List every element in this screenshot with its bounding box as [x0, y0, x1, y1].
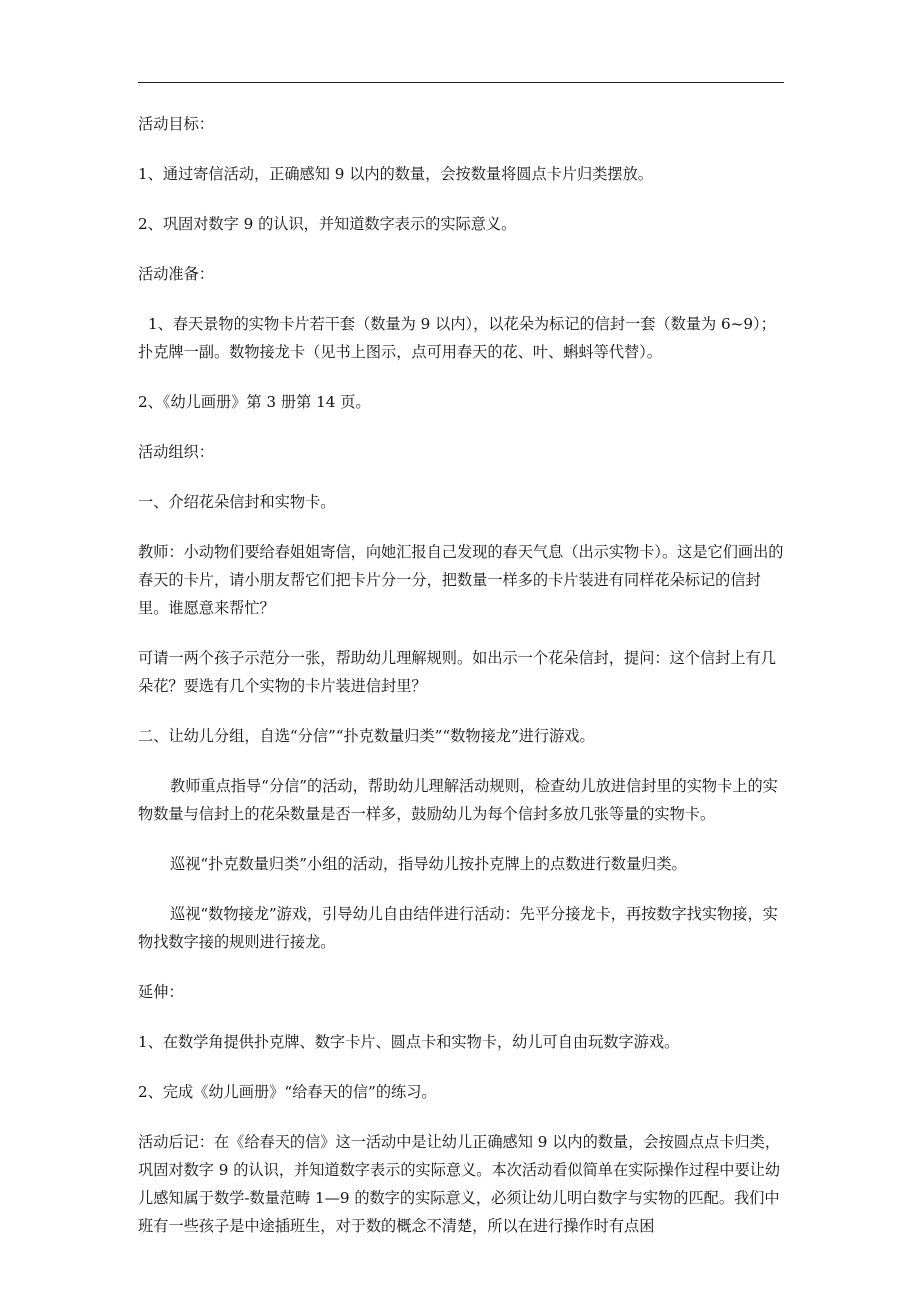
prep-heading: 活动准备： — [138, 265, 214, 283]
demo-paragraph: 可请一两个孩子示范分一张，帮助幼儿理解规则。如出示一个花朵信封，提问：这个信封上有几朵花？要选有几个实物的卡片装进信封里？ — [138, 649, 776, 695]
prep-item-1: 1、春天景物的实物卡片若干套（数量为 9 以内），以花朵为标记的信封一套（数量为 6~9）；扑克牌一副。数物接龙卡（见书上图示，点可用春天的花、叶、蝌蚪等代替）。 — [138, 315, 776, 361]
extension-item-2: 2、完成《幼儿画册》“给春天的信”的练习。 — [138, 1083, 437, 1101]
goals-heading: 活动目标： — [138, 115, 214, 133]
extension-item-1: 1、在数学角提供扑克牌、数字卡片、圆点卡和实物卡，幼儿可自由玩数字游戏。 — [138, 1033, 680, 1051]
reflection-paragraph: 活动后记：在《给春天的信》这一活动中是让幼儿正确感知 9 以内的数量，会按圆点点卡归类，巩固对数字 9 的认识，并知道数字表示的实际意义。本次活动看似简单在实际操作过程中要让幼儿感知属于数学-数量范畴 1—9 的数字的实际意义，必须让幼儿明白数字与实物的匹配。我们中班有一些孩子是中途插班生，对于数的概念不清楚，所以在进行操作时有点困 — [138, 1133, 781, 1235]
organization-step-1: 一、介绍花朵信封和实物卡。 — [138, 493, 336, 511]
goal-item-1: 1、通过寄信活动，正确感知 9 以内的数量，会按数量将圆点卡片归类摆放。 — [138, 165, 653, 183]
prep-item-2: 2、《幼儿画册》第 3 册第 14 页。 — [138, 393, 371, 411]
document-body — [138, 110, 786, 1262]
organization-heading: 活动组织： — [138, 443, 214, 461]
header-rule — [138, 82, 784, 83]
teacher-script: 教师：小动物们要给春姐姐寄信，向她汇报自己发现的春天气息（出示实物卡）。这是它们画出的春天的卡片，请小朋友帮它们把卡片分一分，把数量一样多的卡片装进有同样花朵标记的信封里。谁愿意来帮忙？ — [138, 543, 784, 617]
extension-heading: 延伸： — [138, 983, 184, 1001]
organization-step-2: 二、让幼儿分组，自选“分信”“扑克数量归类”“数物接龙”进行游戏。 — [138, 727, 595, 745]
guide-paragraph-3: 巡视“数物接龙”游戏，引导幼儿自由结伴进行活动：先平分接龙卡，再按数字找实物接，实物找数字接的规则进行接龙。 — [138, 905, 778, 951]
guide-paragraph-2: 巡视“扑克数量归类”小组的活动，指导幼儿按扑克牌上的点数进行数量归类。 — [170, 855, 687, 873]
goal-item-2: 2、巩固对数字 9 的认识，并知道数字表示的实际意义。 — [138, 215, 517, 233]
guide-paragraph-1: 教师重点指导“分信”的活动，帮助幼儿理解活动规则，检查幼儿放进信封里的实物卡上的实物数量与信封上的花朵数量是否一样多，鼓励幼儿为每个信封多放几张等量的实物卡。 — [138, 777, 778, 823]
